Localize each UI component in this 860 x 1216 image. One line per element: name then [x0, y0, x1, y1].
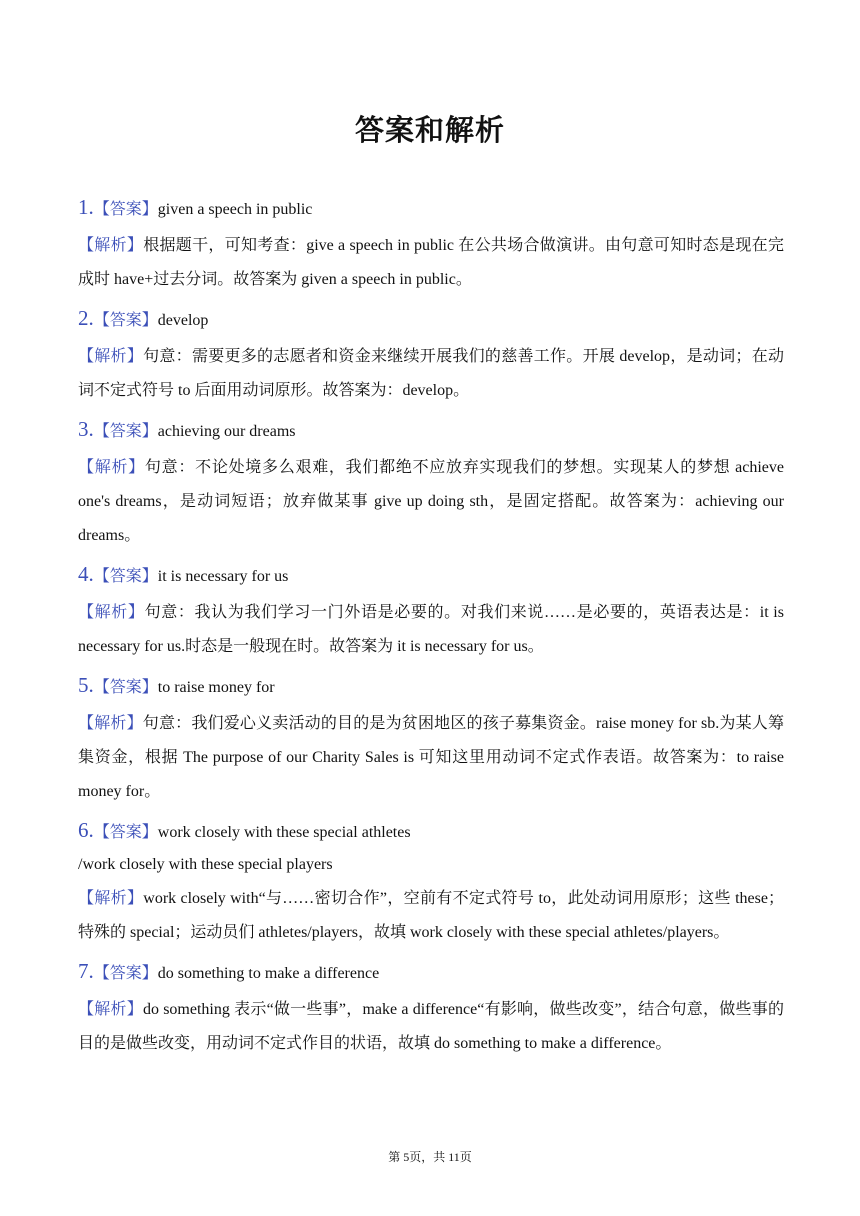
analysis-paragraph — [78, 707, 784, 809]
analysis-text: 句意：不论处境多么艰难，我们都绝不应放弃实现我们的梦想。实现某人的梦想 achieve one's dreams，是动词短语；放弃做某事 give up doing sth，是固定搭配。故答案为：achieving our dreams。 — [78, 459, 784, 544]
answer-text: achieving our dreams — [157, 423, 296, 440]
analysis-paragraph — [78, 340, 784, 408]
answer-line — [78, 192, 784, 225]
page-title: 答案和解析 — [354, 113, 505, 147]
answer-line — [78, 670, 784, 703]
analysis-text: 句意：我认为我们学习一门外语是必要的。对我们来说……是必要的，英语表达是：it is necessary for us.时态是一般现在时。故答案为 it is necessary for us。 — [78, 604, 784, 655]
answer-list — [78, 192, 784, 1067]
analysis-tag: 【解析】 — [78, 459, 145, 476]
answer-text: do something to make a difference — [157, 965, 380, 982]
analysis-tag: 【解析】 — [78, 890, 144, 907]
question-number: 7. — [78, 959, 94, 983]
analysis-text: work closely with“与……密切合作”，空前有不定式符号 to，此处动词用原形；这些 these；特殊的 special；运动员们 athletes/players，故填 work closely with these special athletes/players。 — [78, 890, 784, 941]
analysis-text: 根据题干，可知考查：give a speech in public 在公共场合做演讲。由句意可知时态是现在完成时 have+过去分词。故答案为 given a speech in public。 — [78, 237, 784, 288]
answer-item-7 — [78, 956, 784, 1061]
question-number: 1. — [78, 195, 94, 219]
answer-tag: 【答案】 — [93, 201, 158, 218]
answer-item-1 — [78, 192, 784, 297]
answer-text: work closely with these special athletes — [157, 824, 411, 841]
answer-text: it is necessary for us — [157, 568, 289, 585]
analysis-paragraph — [78, 596, 784, 664]
answer-tag: 【答案】 — [93, 965, 158, 982]
answer-line — [78, 303, 784, 336]
answer-tag: 【答案】 — [93, 824, 158, 841]
answer-line — [78, 956, 784, 989]
answer-tag: 【答案】 — [93, 423, 158, 440]
answer-line — [78, 414, 784, 447]
analysis-tag: 【解析】 — [78, 604, 145, 621]
analysis-tag: 【解析】 — [78, 715, 143, 732]
question-number: 2. — [78, 306, 94, 330]
answer-item-4 — [78, 559, 784, 664]
answer-tag: 【答案】 — [93, 568, 158, 585]
answer-alternative: /work closely with these special players — [78, 856, 333, 873]
answer-tag: 【答案】 — [93, 679, 158, 696]
analysis-paragraph — [78, 993, 784, 1061]
analysis-tag: 【解析】 — [78, 237, 144, 254]
answer-text: given a speech in public — [157, 201, 313, 218]
answer-item-6 — [78, 815, 784, 950]
analysis-paragraph — [78, 451, 784, 553]
answer-text: develop — [157, 312, 209, 329]
analysis-text: 句意：我们爱心义卖活动的目的是为贫困地区的孩子募集资金。raise money for sb.为某人筹集资金，根据 The purpose of our Charity Sales is 可知这里用动词不定式作表语。故答案为：to raise money for。 — [78, 715, 784, 800]
answer-item-2 — [78, 303, 784, 408]
question-number: 4. — [78, 562, 94, 586]
answer-item-5 — [78, 670, 784, 809]
question-number: 3. — [78, 417, 94, 441]
page-footer: 第 5页，共 11页 — [388, 1150, 472, 1164]
analysis-text: 句意：需要更多的志愿者和资金来继续开展我们的慈善工作。开展 develop，是动词；在动词不定式符号 to 后面用动词原形。故答案为：develop。 — [78, 348, 784, 399]
answer-item-3 — [78, 414, 784, 553]
analysis-tag: 【解析】 — [78, 1001, 143, 1018]
answer-tag: 【答案】 — [93, 312, 158, 329]
answer-line — [78, 559, 784, 592]
question-number: 6. — [78, 818, 94, 842]
analysis-tag: 【解析】 — [78, 348, 144, 365]
analysis-text: do something 表示“做一些事”，make a difference“有影响，做些改变”，结合句意，做些事的目的是做些改变，用动词不定式作目的状语，故填 do something to make a difference。 — [78, 1001, 784, 1052]
question-number: 5. — [78, 673, 94, 697]
answer-text: to raise money for — [157, 679, 275, 696]
analysis-paragraph — [78, 229, 784, 297]
answer-line — [78, 815, 784, 848]
analysis-paragraph — [78, 882, 784, 950]
